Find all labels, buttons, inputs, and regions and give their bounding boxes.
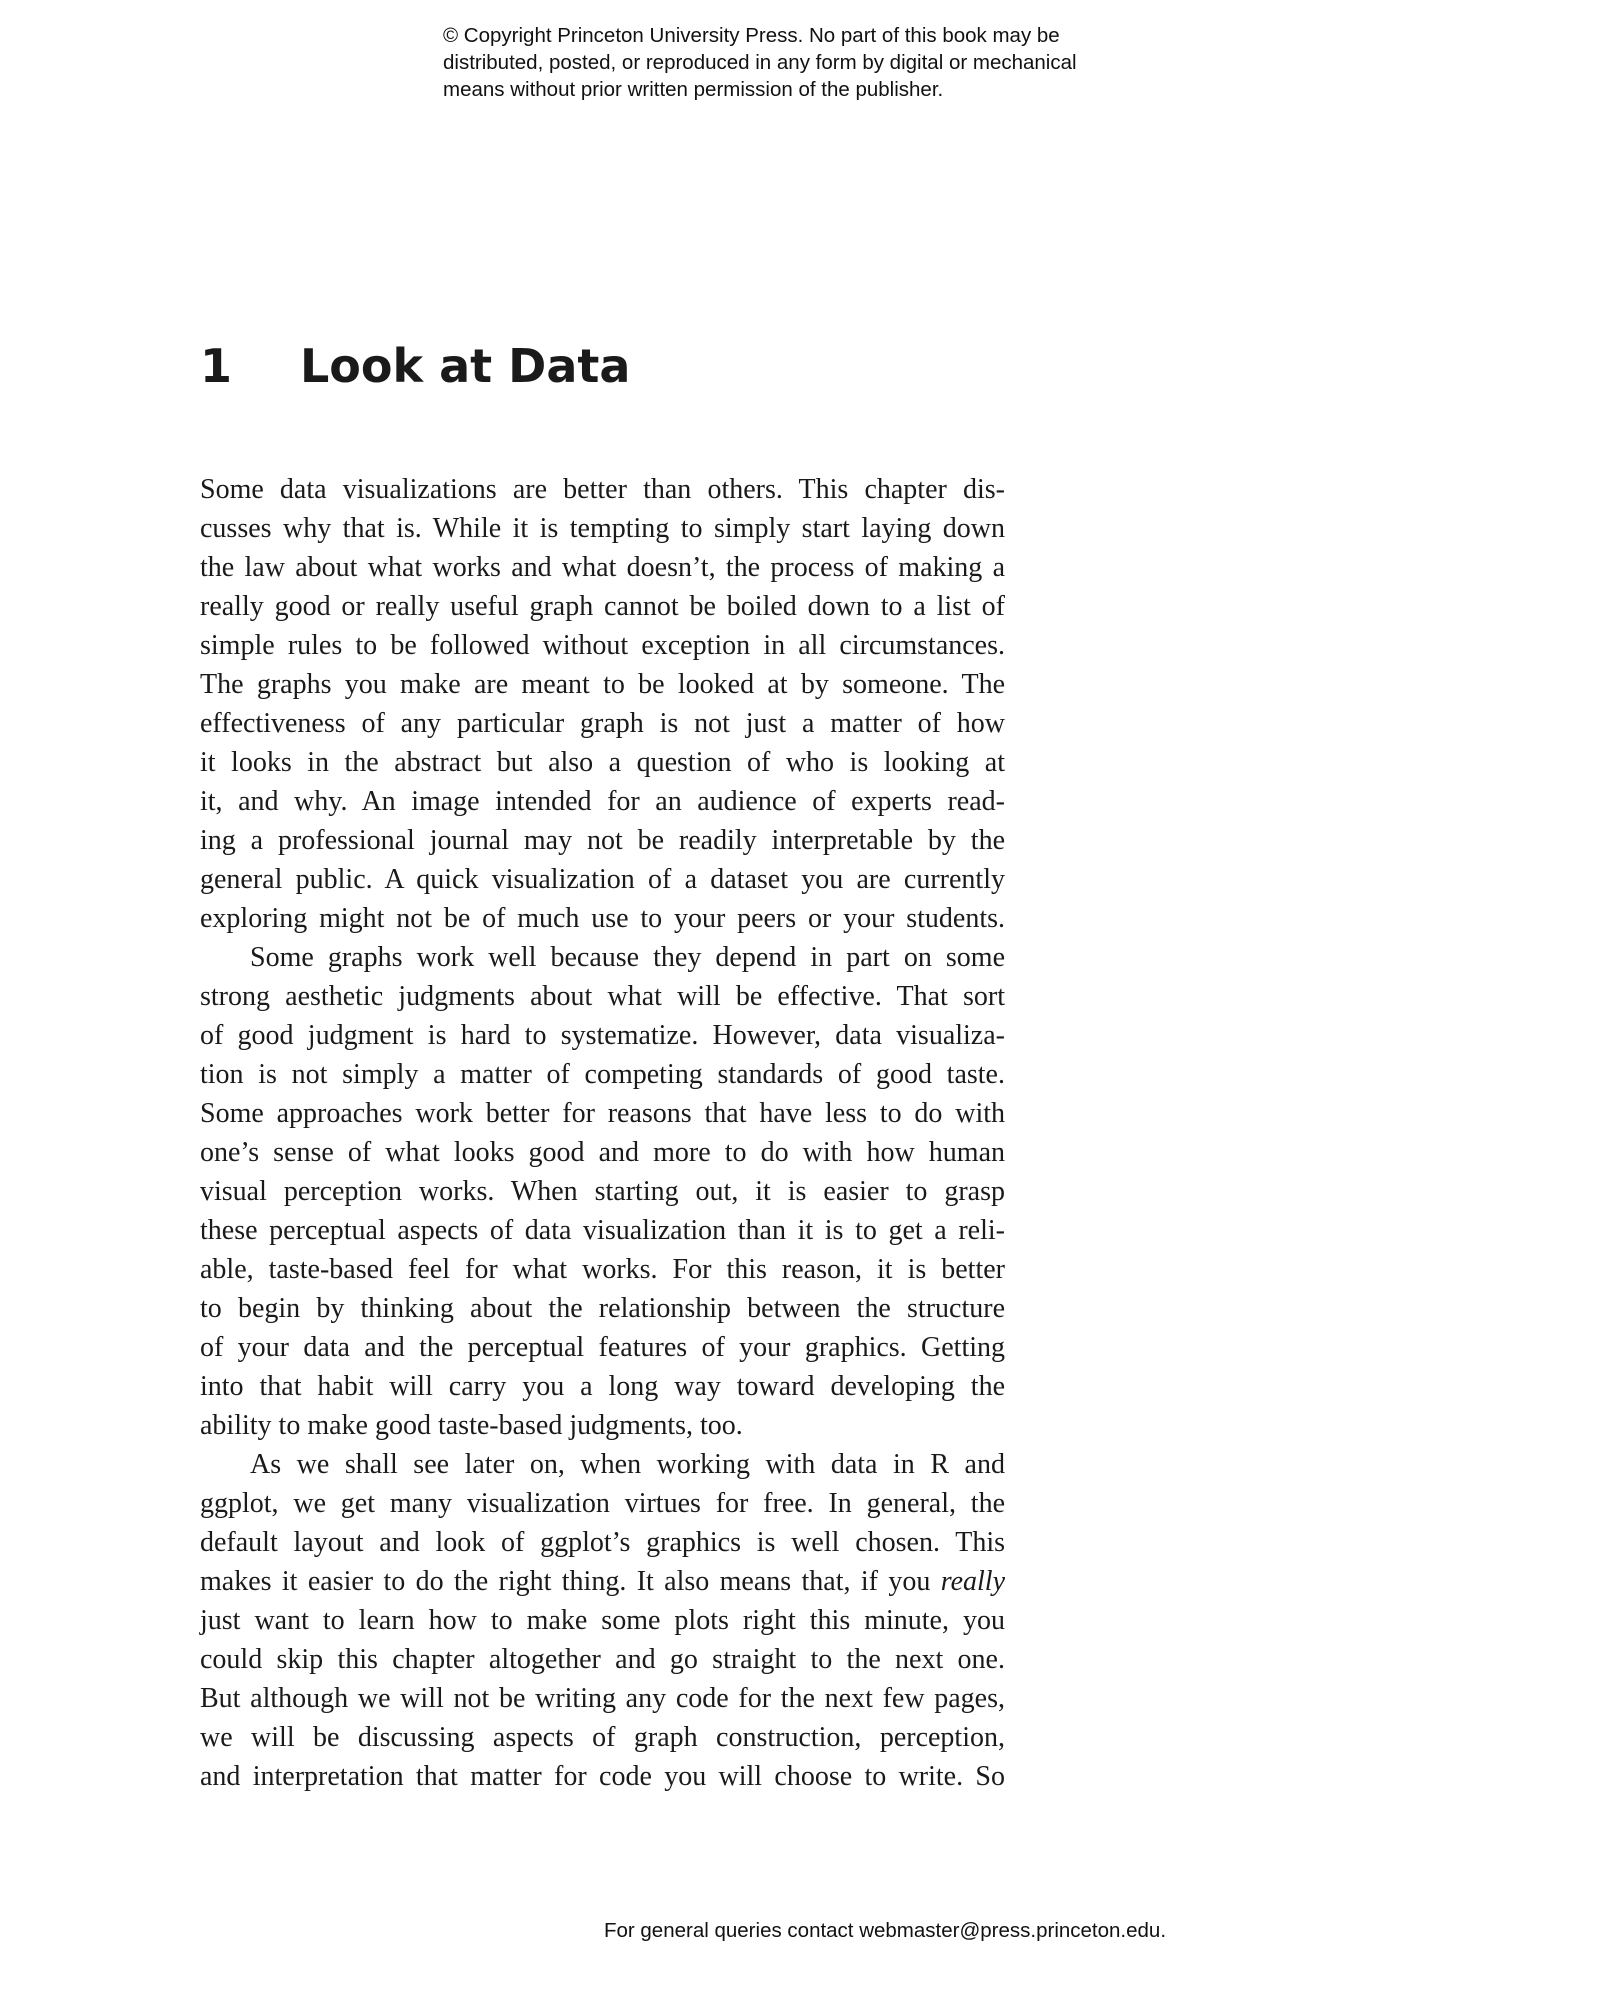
text-line: exploring might not be of much use to your peers or your students. [200,903,1005,934]
copyright-line: © Copyright Princeton University Press. No part of this book may be [443,24,1060,47]
text-line: visual perception works. When starting out, it is easier to grasp [200,1176,1005,1207]
text-line: effectiveness of any particular graph is not just a matter of how [200,708,1005,739]
text-line: Some graphs work well because they depend in part on some [250,942,1005,973]
text-line: of good judgment is hard to systematize. However, data visualiza- [200,1020,1005,1051]
text-line: able, taste-based feel for what works. For this reason, it is better [200,1254,1005,1285]
text-line: The graphs you make are meant to be looked at by someone. The [200,669,1005,700]
text-line: one’s sense of what looks good and more to do with how human [200,1137,1005,1168]
footer-contact: For general queries contact webmaster@press.princeton.edu. [603,1919,1167,1942]
text-line: As we shall see later on, when working with data in R and [250,1449,1005,1480]
text-line: ggplot, we get many visualization virtues for free. In general, the [200,1488,1005,1519]
text-line-segment: makes it easier to do the right thing. It also means that, if you [200,1566,931,1597]
copyright-line: means without prior written permission of the publisher. [443,78,944,101]
text-line: it looks in the abstract but also a question of who is looking at [200,747,1005,778]
text-line: we will be discussing aspects of graph construction, perception, [200,1722,1005,1753]
text-line: cusses why that is. While it is tempting to simply start laying down [200,513,1005,544]
text-line: ing a professional journal may not be readily interpretable by the [200,825,1005,856]
chapter-title: Look at Data [300,339,631,393]
text-line: But although we will not be writing any code for the next few pages, [200,1683,1005,1714]
text-line: Some data visualizations are better than others. This chapter dis- [200,474,1005,505]
text-line: Some approaches work better for reasons that have less to do with [200,1098,1005,1129]
copyright-notice [443,22,1203,103]
text-line: into that habit will carry you a long way toward developing the [200,1371,1005,1402]
chapter-number: 1 [200,339,233,393]
body-text [200,470,1005,1796]
text-line: strong aesthetic judgments about what will be effective. That sort [200,981,1005,1012]
text-line: the law about what works and what doesn’t, the process of making a [200,552,1005,583]
text-line: tion is not simply a matter of competing standards of good taste. [200,1059,1005,1090]
text-line: just want to learn how to make some plots right this minute, you [200,1605,1005,1636]
chapter-heading [200,336,630,396]
text-line: really good or really useful graph cannot be boiled down to a list of [200,591,1005,622]
text-line: of your data and the perceptual features of your graphics. Getting [200,1332,1005,1363]
text-line: default layout and look of ggplot’s graphics is well chosen. This [200,1527,1005,1558]
emphasis-word: really [940,1566,1006,1597]
text-line: simple rules to be followed without exception in all circumstances. [200,630,1005,661]
text-line: could skip this chapter altogether and go straight to the next one. [200,1644,1005,1675]
text-line: general public. A quick visualization of a dataset you are currently [200,864,1005,895]
text-line: it, and why. An image intended for an audience of experts read- [200,786,1005,817]
copyright-line: distributed, posted, or reproduced in any form by digital or mechanical [443,51,1077,74]
text-line: ability to make good taste-based judgments, too. [200,1410,743,1441]
text-line: and interpretation that matter for code you will choose to write. So [200,1761,1005,1792]
text-line: these perceptual aspects of data visualization than it is to get a reli- [200,1215,1005,1246]
text-line: to begin by thinking about the relationship between the structure [200,1293,1005,1324]
text-line-with-emphasis [200,1562,1005,1601]
